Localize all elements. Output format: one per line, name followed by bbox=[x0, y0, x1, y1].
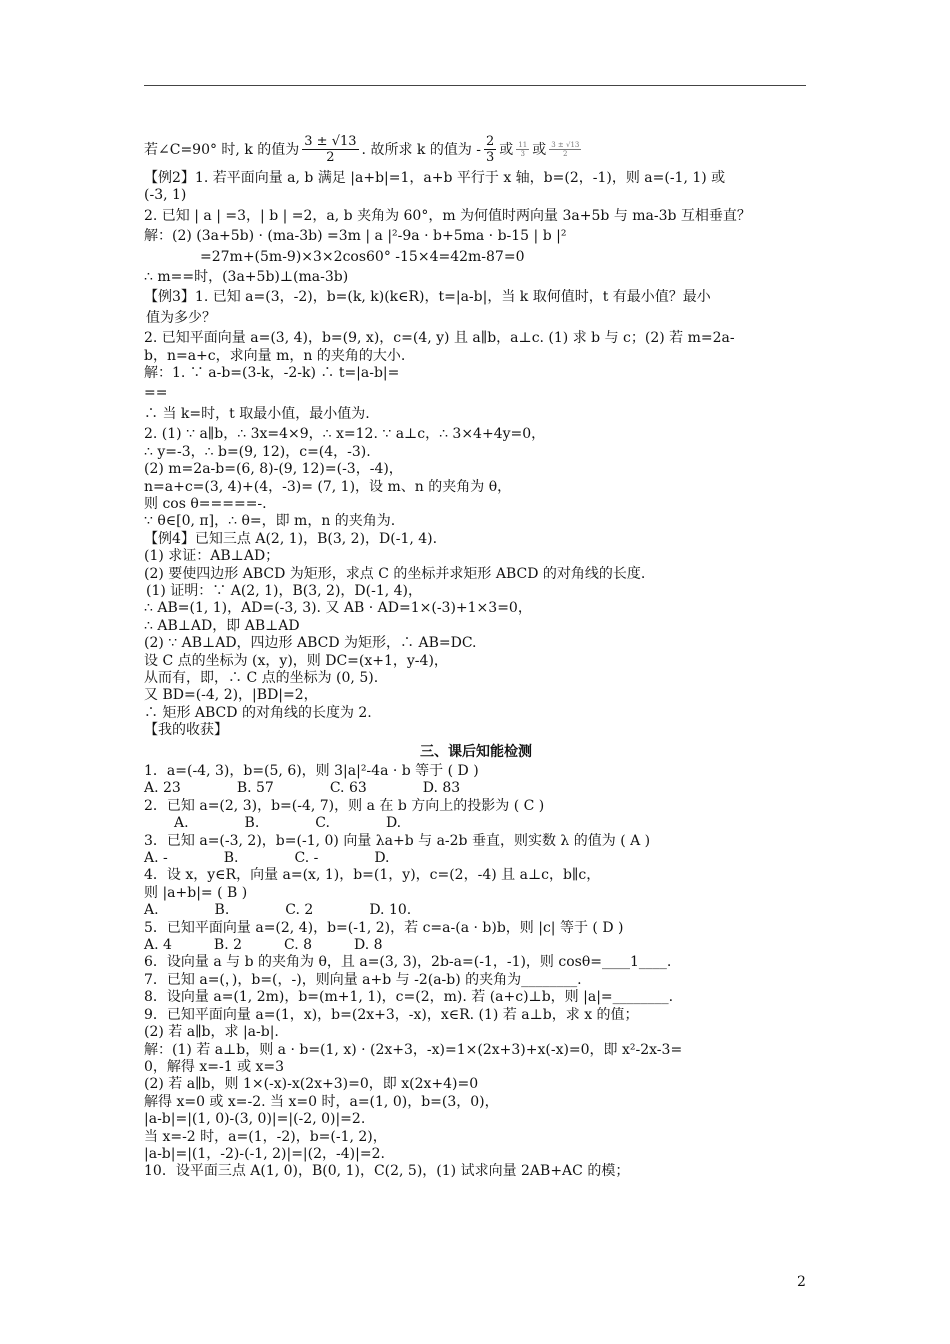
line-ex2-1: 【例2】1. 若平面向量 a, b 满足 |a+b|=1，a+b 平行于 x 轴，b=(2，-1)，则 a=(-1, 1) 或 bbox=[144, 170, 726, 186]
line-ex3-sol-5: ∴ y=-3，∴ b=(9, 12)，c=(4，-3). bbox=[144, 443, 371, 460]
first-text-2: . 故所求 k 的值为 - bbox=[361, 142, 482, 158]
line-first bbox=[144, 128, 808, 170]
fraction-4: $\frac{3 \pm √13}{2}$ bbox=[551, 140, 580, 158]
exercise-line: 4．设 x，y∈R，向量 a=(x, 1)，b=(1，y)，c=(2，-4) 且 a⊥c，b∥c， bbox=[144, 867, 601, 884]
line-ex2-sol-2: =27m+(5m-9)×3×2cos60° -15×4=42m-87=0 bbox=[200, 248, 525, 265]
exercise-line: 0，解得 x=-1 或 x=3 bbox=[144, 1058, 285, 1075]
line-ex3-sol-1: 解：1. ∵ a-b=(3-k，-2-k) ∴ t=|a-b|= bbox=[144, 365, 400, 382]
line-ex2-sol-1: 解：(2) (3a+5b) · (ma-3b) =3m | a |²-9a · b+5ma · b-15 | b |² bbox=[144, 228, 567, 245]
exercise-line: |a-b|=|(1，-2)-(-1, 2)|=|(2，-4)|=2. bbox=[144, 1145, 385, 1162]
document-body bbox=[144, 128, 808, 1181]
exercise-line: 2．已知 a=(2, 3)，b=(-4, 7)，则 a 在 b 方向上的投影为 ( C ) bbox=[144, 797, 545, 814]
exercise-line: |a-b|=|(1, 0)-(3, 0)|=|(-2, 0)|=2. bbox=[144, 1111, 366, 1128]
exercise-line: (2) 若 a∥b，求 |a-b|. bbox=[144, 1024, 279, 1041]
line-ex3-sol-2: == bbox=[144, 385, 168, 402]
line-ex4-sol-2: ∴ AB=(1, 1)，AD=(-3, 3). 又 AB · AD=1×(-3)+1×3=0， bbox=[144, 600, 532, 617]
line-ex4-3: (2) 要使四边形 ABCD 为矩形，求点 C 的坐标并求矩形 ABCD 的对角线的长度. bbox=[144, 565, 646, 582]
line-ex2-1b: (-3, 1) bbox=[144, 187, 187, 204]
exercise-line: A. 23 B. 57 C. 63 D. 83 bbox=[144, 780, 461, 797]
line-ex4-sol-7: 又 BD=(-4, 2)，|BD|=2， bbox=[144, 687, 318, 704]
line-ex4-sol-6: 从而有，即，∴ C 点的坐标为 (0, 5). bbox=[144, 669, 379, 686]
line-ex3-sol-7: n=a+c=(3, 4)+(4，-3)= (7, 1)，设 m、n 的夹角为 θ， bbox=[144, 478, 512, 495]
line-harvest: 【我的收获】 bbox=[144, 722, 228, 739]
line-ex3-sol-4: 2. (1) ∵ a∥b，∴ 3x=4×9，∴ x=12. ∵ a⊥c，∴ 3×4+4y=0， bbox=[144, 426, 546, 443]
exercise-line: 5．已知平面向量 a=(2, 4)，b=(-1, 2)，若 c=a-(a · b)b，则 |c| 等于 ( D ) bbox=[144, 919, 624, 936]
line-ex3-sol-9: ∵ θ∈[0, π]，∴ θ=，即 m，n 的夹角为. bbox=[144, 513, 396, 530]
line-ex3-sol-6: (2) m=2a-b=(6, 8)-(9, 12)=(-3，-4)， bbox=[144, 461, 403, 478]
line-ex4-sol-8: ∴ 矩形 ABCD 的对角线的长度为 2. bbox=[144, 704, 372, 721]
exercise-line: 9．已知平面向量 a=(1，x)，b=(2x+3，-x)，x∈R. (1) 若 a⊥b，求 x 的值； bbox=[144, 1006, 639, 1023]
line-ex4-2: (1) 求证：AB⊥AD； bbox=[144, 548, 280, 565]
exercise-line: 10．设平面三点 A(1, 0)，B(0, 1)，C(2, 5)，(1) 试求向量 2AB+AC 的模； bbox=[144, 1163, 630, 1180]
exercise-line: 则 |a+b|= ( B ) bbox=[144, 884, 248, 901]
exercise-line: 1．a=(-4, 3)，b=(5, 6)，则 3|a|²-4a · b 等于 ( D ) bbox=[144, 763, 479, 779]
line-ex4-sol-1: (1) 证明：∵ A(2, 1)，B(3, 2)，D(-1, 4)， bbox=[146, 582, 423, 599]
first-text-4: 或 bbox=[532, 142, 547, 158]
line-ex4-sol-4: (2) ∵ AB⊥AD，四边形 ABCD 为矩形，∴ AB=DC. bbox=[144, 635, 477, 652]
exercise-line: 解得 x=0 或 x=-2. 当 x=0 时，a=(1, 0)，b=(3，0)， bbox=[144, 1093, 499, 1110]
exercise-line: 6．设向量 a 与 b 的夹角为 θ，且 a=(3, 3)，2b-a=(-1，-1)，则 cosθ=____1____. bbox=[144, 954, 672, 971]
line-ex2-2: 2. 已知 | a | =3，| b | =2，a, b 夹角为 60°，m 为何值时两向量 3a+5b 与 ma-3b 互相垂直？ bbox=[144, 207, 751, 224]
line-ex3-sol-8: 则 cos θ=====-. bbox=[144, 495, 267, 512]
line-ex3-2b: b，n=a+c，求向量 m，n 的夹角的大小. bbox=[144, 347, 406, 364]
exercise-line: A. - B. C. - D. bbox=[144, 850, 390, 867]
line-ex3-sol-3: ∴ 当 k=时，t 取最小值，最小值为. bbox=[144, 405, 370, 422]
exercise-line: 7．已知 a=(，)，b=(，-)，则向量 a+b 与 -2(a-b) 的夹角为________. bbox=[144, 971, 582, 988]
exercise-line: A. B. C. D. bbox=[174, 815, 402, 832]
line-ex2-sol-3: ∴ m==时，(3a+5b)⊥(ma-3b) bbox=[144, 269, 349, 286]
fraction-3: $\frac{11}{3}$ bbox=[518, 140, 528, 158]
exercise-line: A. B. C. 2 D. 10. bbox=[144, 902, 412, 919]
fraction-2: $\frac{2}{3}$ bbox=[486, 133, 495, 165]
line-ex3-1: 【例3】1. 已知 a=(3，-2)，b=(k, k)(k∈R)，t=|a-b|，当 k 取何值时，t 有最小值？最小 bbox=[144, 289, 711, 306]
first-text-3: 或 bbox=[499, 142, 514, 158]
exercise-line: (2) 若 a∥b，则 1×(-x)-x(2x+3)=0，即 x(2x+4)=0 bbox=[144, 1076, 479, 1093]
line-ex4-sol-5: 设 C 点的坐标为 (x，y)，则 DC=(x+1，y-4)， bbox=[144, 652, 448, 669]
exercise-line: A. 4 B. 2 C. 8 D. 8 bbox=[144, 937, 383, 954]
line-ex3-1b: 值为多少？ bbox=[146, 309, 216, 326]
line-ex4-1: 【例4】已知三点 A(2, 1)，B(3, 2)，D(-1, 4). bbox=[144, 530, 438, 547]
fraction-1: $\frac{3 \pm √13}{2}$ bbox=[304, 133, 357, 165]
header-rule bbox=[144, 85, 806, 86]
exercise-line: 8．设向量 a=(1, 2m)，b=(m+1, 1)，c=(2，m). 若 (a+c)⊥b，则 |a|=________. bbox=[144, 989, 674, 1006]
exercise-line: 当 x=-2 时，a=(1，-2)，b=(-1, 2)， bbox=[144, 1128, 387, 1145]
page-number: 2 bbox=[797, 1274, 806, 1290]
exercise-line: 3．已知 a=(-3, 2)，b=(-1, 0) 向量 λa+b 与 a-2b 垂直，则实数 λ 的值为 ( A ) bbox=[144, 832, 651, 849]
line-ex3-2: 2. 已知平面向量 a=(3, 4)，b=(9, x)，c=(4, y) 且 a∥b，a⊥c. (1) 求 b 与 c；(2) 若 m=2a- bbox=[144, 330, 735, 347]
section-title: 三、课后知能检测 bbox=[420, 743, 532, 760]
first-text-1: 若∠C=90° 时, k 的值为 bbox=[144, 142, 300, 158]
exercise-line: 解：(1) 若 a⊥b，则 a · b=(1, x) · (2x+3，-x)=1×(2x+3)+x(-x)=0，即 x²-2x-3= bbox=[144, 1041, 683, 1058]
line-ex4-sol-3: ∴ AB⊥AD，即 AB⊥AD bbox=[144, 617, 300, 634]
